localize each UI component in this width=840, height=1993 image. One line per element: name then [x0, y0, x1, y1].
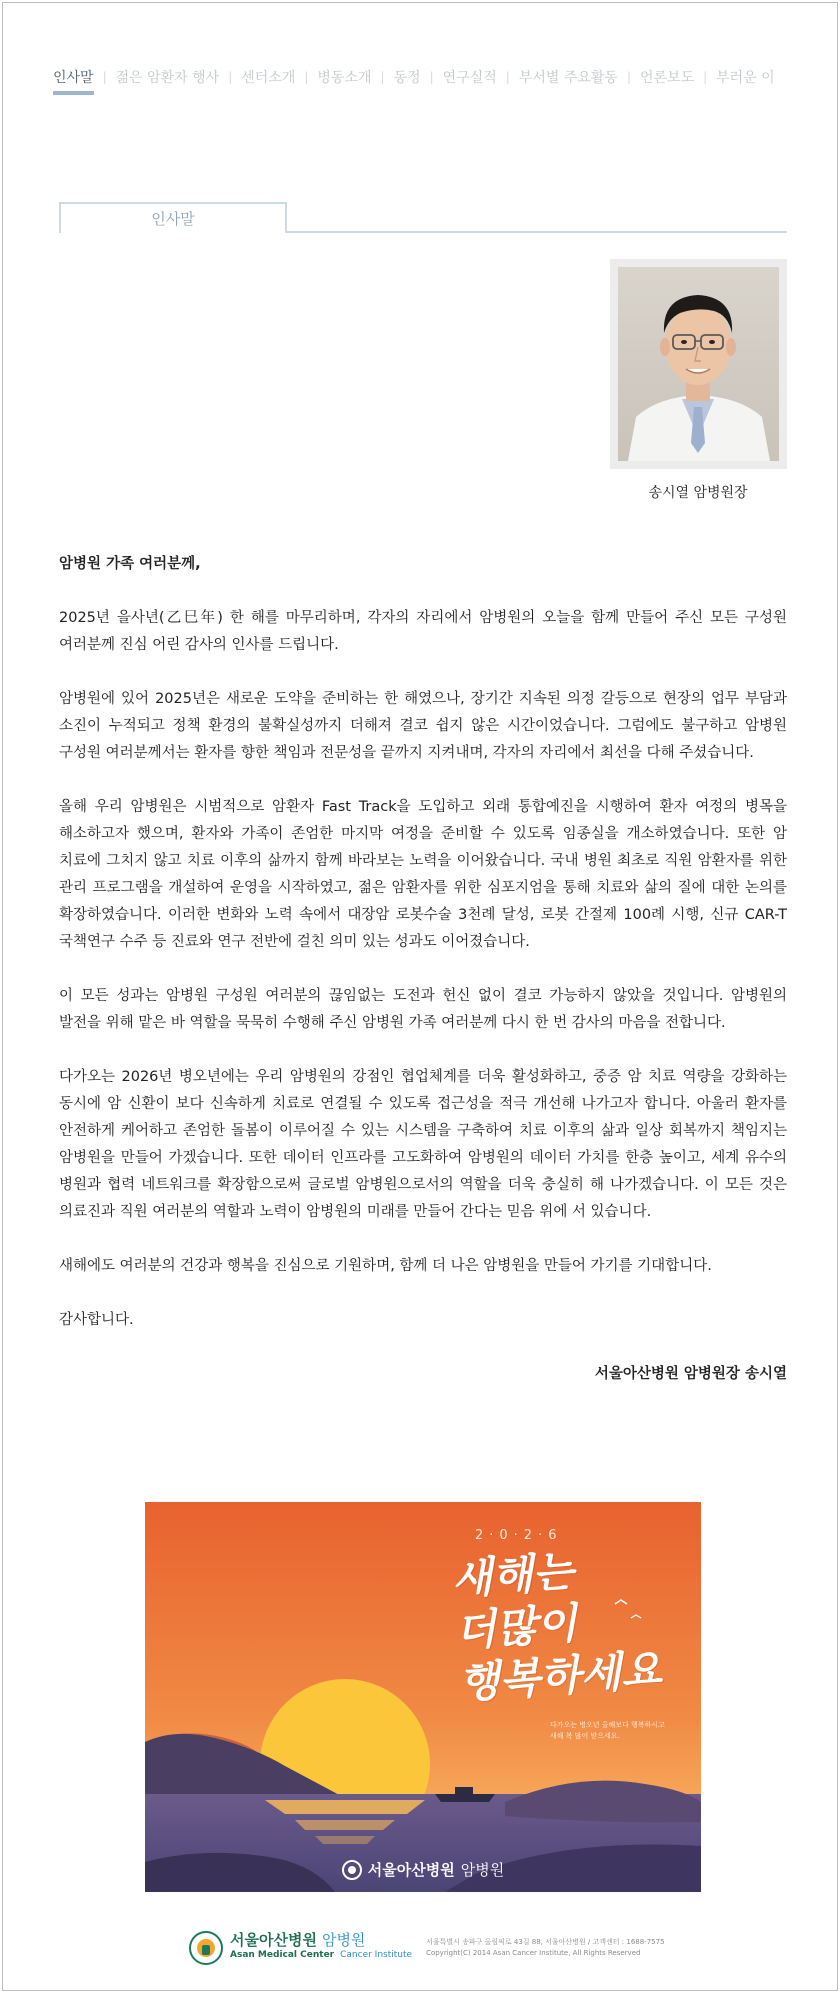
nav-separator: |	[304, 70, 309, 84]
footer-hospital-name-en: Asan Medical Center	[230, 1950, 335, 1960]
nav-item-young-patient-event[interactable]: 젊은 암환자 행사	[115, 70, 220, 86]
nav-item-envy[interactable]: 부러운 이	[716, 70, 775, 86]
letter-paragraph: 다가오는 2026년 병오년에는 우리 암병원의 강점인 협업체계를 더욱 활성화하고, 중증 암 치료 역량을 강화하는 동시에 암 신환이 보다 신속하게 치료로 연결될 수 있도록 접근성을 적극 개선해 나가고자 합니다. 아울러 환자를 안전하게 케어하고 존엄한 돌봄이 이루어질 수 있는 시스템을 구축하여 치료 이후의 삶과 일상 회복까지 책임지는 암병원을 만들어 가겠습니다. 또한 데이터 인프라를 고도화하여 암병원의 데이터 가치를 한층 높이고, 세계 유수의 병원과 협력 네트워크를 확장함으로써 글로벌 암병원으로서의 역할을 더욱 충실히 해 나가겠습니다. 이 모든 것은 의료진과 직원 여러분의 역할과 노력이 암병원의 미래를 만들어 간다는 믿음 위에 서 있습니다.	[59, 1069, 787, 1220]
footer-copyright: Copyright(C) 2014 Asan Cancer Institute, All Rights Reserved	[426, 1949, 641, 1957]
footer-info	[426, 1937, 664, 1959]
letter-salutation: 암병원 가족 여러분께,	[59, 556, 201, 572]
letter-signature: 서울아산병원 암병원장 송시열	[594, 1366, 787, 1382]
page-frame	[2, 2, 838, 1991]
card-subtext-line: 새해 복 많이 받으세요.	[550, 1732, 620, 1740]
nav-separator: |	[505, 70, 510, 84]
letter-paragraph: 올해 우리 암병원은 시범적으로 암환자 Fast Track을 도입하고 외래 통합예진을 시행하여 환자 여정의 병목을 해소하고자 했으며, 환자와 가족이 존엄한 마지막 여정을 준비할 수 있도록 임종실을 개소하였습니다. 또한 암 치료에 그치지 않고 치료 이후의 삶까지 함께 바라보는 노력을 이어왔습니다. 국내 병원 최초로 직원 암환자를 위한 관리 프로그램을 개설하여 운영을 시작하였고, 젊은 암환자를 위한 심포지엄을 통해 치료와 삶의 질에 대한 논의를 확장하였습니다. 이러한 변화와 노력 속에서 대장암 로봇수술 3천례 달성, 로봇 간절제 100례 시행, 신규 CAR-T 국책연구 수주 등 진료와 연구 전반에 걸친 의미 있는 성과도 이어졌습니다.	[59, 799, 787, 950]
hospital-emblem-icon	[189, 1931, 223, 1965]
footer-address: 서울특별시 송파구 올림픽로 43길 88, 서울아산병원 / 고객센터 : 1688-7575	[426, 1938, 665, 1946]
director-portrait	[610, 259, 787, 469]
portrait-caption: 송시열 암병원장	[648, 485, 748, 501]
nav-separator: |	[102, 70, 107, 84]
nav-item-ward-intro[interactable]: 병동소개	[317, 70, 372, 86]
footer-name-ko	[230, 1933, 412, 1948]
nav-item-news[interactable]: 동정	[393, 70, 421, 86]
nav-separator: |	[626, 70, 631, 84]
footer-unit-name-en: Cancer Institute	[340, 1950, 413, 1960]
footer-hospital-name: 서울아산병원	[230, 1931, 317, 1949]
letter-paragraph: 감사합니다.	[59, 1312, 134, 1328]
page-footer	[189, 1932, 665, 1964]
nav-separator: |	[429, 70, 434, 84]
card-message	[450, 1540, 663, 1710]
card-subtext	[550, 1720, 670, 1742]
card-logo	[145, 1859, 701, 1880]
director-photo	[618, 267, 779, 461]
letter-paragraph: 이 모든 성과는 암병원 구성원 여러분의 끊임없는 도전과 헌신 없이 결코 가능하지 않았을 것입니다. 암병원의 발전을 위해 맡은 바 역할을 묵묵히 수행해 주신 암병원 가족 여러분께 다시 한 번 감사의 마음을 전합니다.	[59, 988, 787, 1031]
card-logo-name: 서울아산병원	[367, 1861, 455, 1879]
top-navigation	[53, 67, 775, 87]
nav-item-press[interactable]: 언론보도	[640, 70, 695, 86]
card-message-line: 행복하세요	[457, 1644, 664, 1708]
nav-item-greeting[interactable]: 인사말	[53, 67, 94, 87]
card-year: 2·0·2·6	[475, 1528, 563, 1543]
footer-unit-name: 암병원	[321, 1931, 366, 1949]
footer-name-en	[230, 1948, 412, 1963]
section-header	[59, 202, 787, 233]
hospital-logo-icon	[342, 1860, 362, 1880]
section-title: 인사말	[59, 202, 287, 233]
nav-item-department-activities[interactable]: 부서별 주요활동	[518, 70, 618, 86]
card-message-line: 더많이	[453, 1598, 579, 1656]
letter-paragraph: 2025년 을사년(乙巳年) 한 해를 마무리하며, 각자의 자리에서 암병원의 오늘을 함께 만들어 주신 모든 구성원 여러분께 진심 어린 감사의 인사를 드립니다.	[59, 610, 787, 653]
card-logo-unit: 암병원	[460, 1861, 505, 1879]
footer-brand	[230, 1933, 412, 1963]
card-subtext-line: 다가오는 병오년 올해보다 행복하시고	[550, 1721, 665, 1729]
card-message-line: 새해는	[450, 1546, 575, 1604]
nav-item-research[interactable]: 연구실적	[442, 70, 497, 86]
nav-item-center-intro[interactable]: 센터소개	[241, 70, 296, 86]
letter-paragraph: 새해에도 여러분의 건강과 행복을 진심으로 기원하며, 함께 더 나은 암병원을 만들어 가기를 기대합니다.	[59, 1258, 712, 1274]
letter-paragraph: 암병원에 있어 2025년은 새로운 도약을 준비하는 한 해였으나, 장기간 지속된 의정 갈등으로 현장의 업무 부담과 소진이 누적되고 정책 환경의 불확실성까지 더해져 결코 쉽지 않은 시간이었습니다. 그럼에도 불구하고 암병원 구성원 여러분께서는 환자를 향한 책임과 전문성을 끝까지 지켜내며, 각자의 자리에서 최선을 다해 주셨습니다.	[59, 691, 787, 761]
nav-separator: |	[380, 70, 385, 84]
new-year-card	[145, 1502, 701, 1892]
nav-separator: |	[703, 70, 708, 84]
greeting-letter	[59, 551, 787, 1388]
nav-separator: |	[228, 70, 233, 84]
